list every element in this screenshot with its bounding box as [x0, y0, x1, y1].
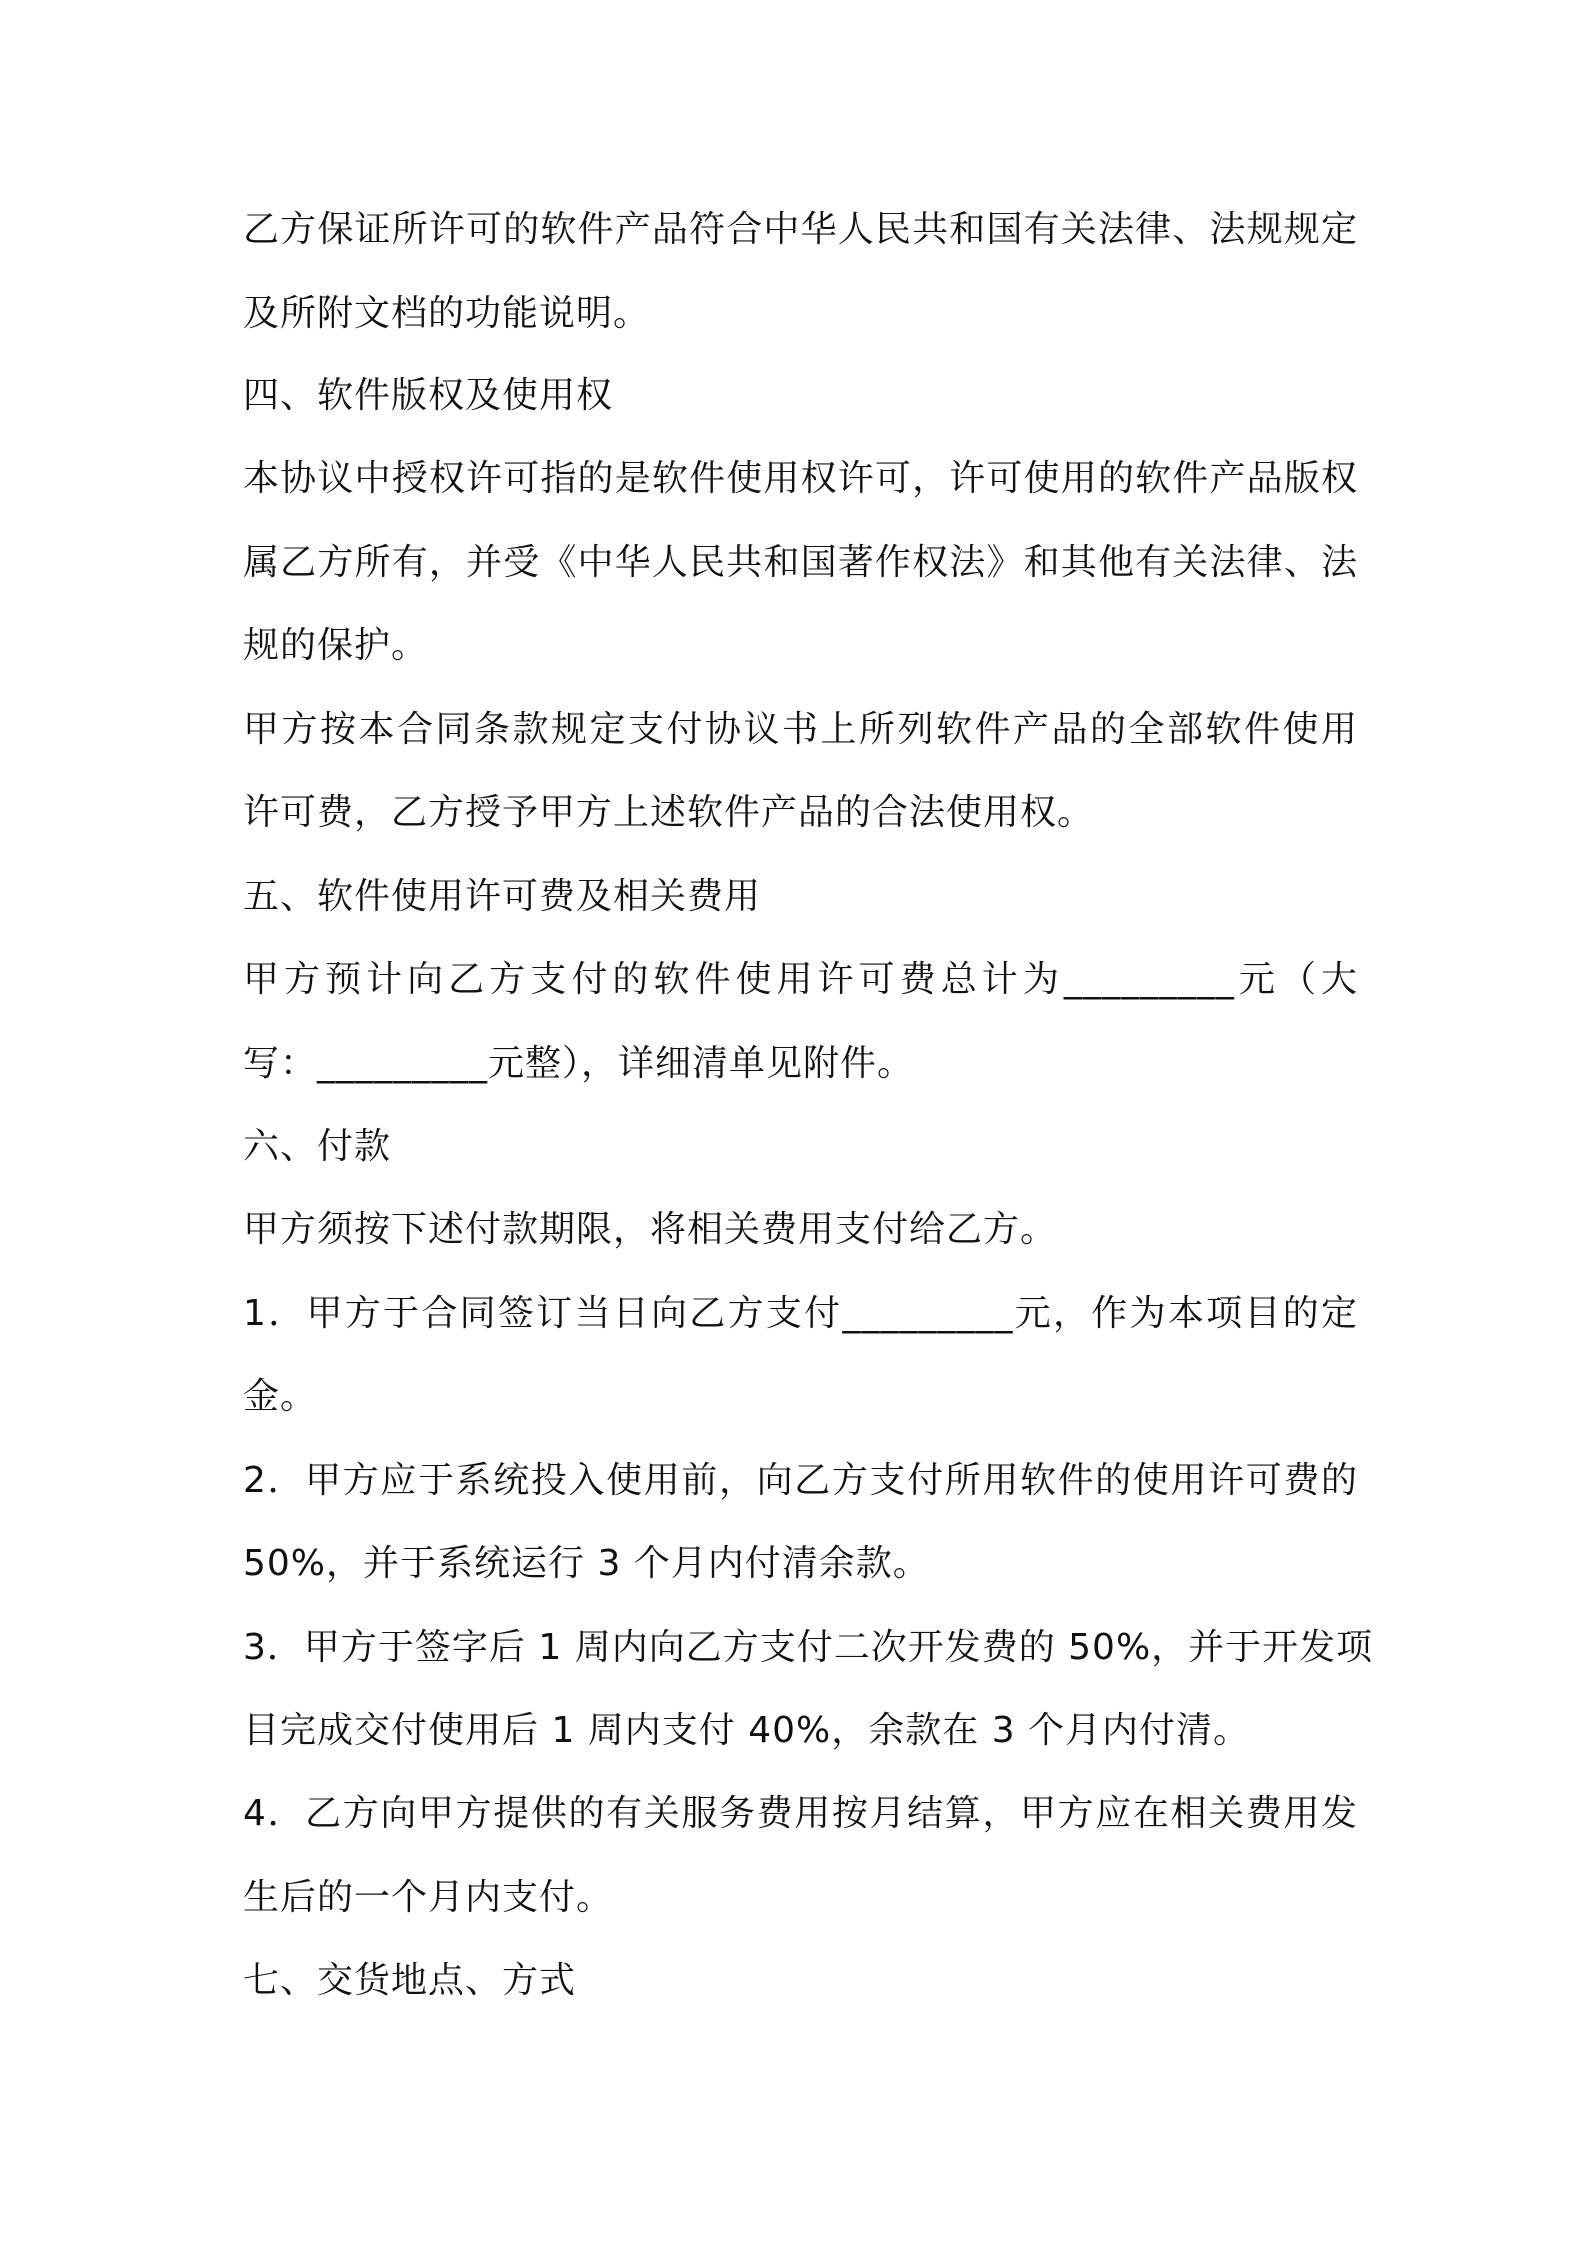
- list-item-line: 50%，并于系统运行 3 个月内付清余款。: [243, 1543, 930, 1584]
- paragraph-line: 甲方须按下述付款期限，将相关费用支付给乙方。: [243, 1209, 1058, 1250]
- list-item-line: 生后的一个月内支付。: [243, 1877, 614, 1918]
- paragraph-line: 甲方按本合同条款规定支付协议书上所列软件产品的全部软件使用: [243, 709, 1358, 750]
- paragraph-line: 写：_________元整），详细清单见附件。: [243, 1043, 915, 1084]
- paragraph-line: 乙方保证所许可的软件产品符合中华人民共和国有关法律、法规规定: [243, 209, 1358, 250]
- paragraph-line: 甲方预计向乙方支付的软件使用许可费总计为_________元（大: [243, 959, 1358, 1000]
- paragraph-line: 许可费，乙方授予甲方上述软件产品的合法使用权。: [243, 792, 1095, 833]
- list-item-line: 目完成交付使用后 1 周内支付 40%，余款在 3 个月内付清。: [243, 1710, 1251, 1751]
- section-heading: 六、付款: [243, 1126, 392, 1167]
- section-heading: 四、软件版权及使用权: [243, 375, 614, 416]
- paragraph-line: 规的保护。: [243, 625, 429, 666]
- list-item-line: 1．甲方于合同签订当日向乙方支付_________元，作为本项目的定: [243, 1293, 1358, 1334]
- section-heading: 七、交货地点、方式: [243, 1960, 577, 2001]
- section-heading: 五、软件使用许可费及相关费用: [243, 876, 762, 917]
- list-item-line: 2．甲方应于系统投入使用前，向乙方支付所用软件的使用许可费的: [243, 1460, 1358, 1501]
- list-item-line: 3．甲方于签字后 1 周内向乙方支付二次开发费的 50%，并于开发项: [243, 1627, 1374, 1668]
- paragraph-line: 属乙方所有，并受《中华人民共和国著作权法》和其他有关法律、法: [243, 542, 1358, 583]
- paragraph-line: 本协议中授权许可指的是软件使用权许可，许可使用的软件产品版权: [243, 458, 1358, 499]
- list-item-line: 4．乙方向甲方提供的有关服务费用按月结算，甲方应在相关费用发: [243, 1793, 1358, 1834]
- list-item-line: 金。: [243, 1376, 318, 1417]
- paragraph-line: 及所附文档的功能说明。: [243, 293, 651, 334]
